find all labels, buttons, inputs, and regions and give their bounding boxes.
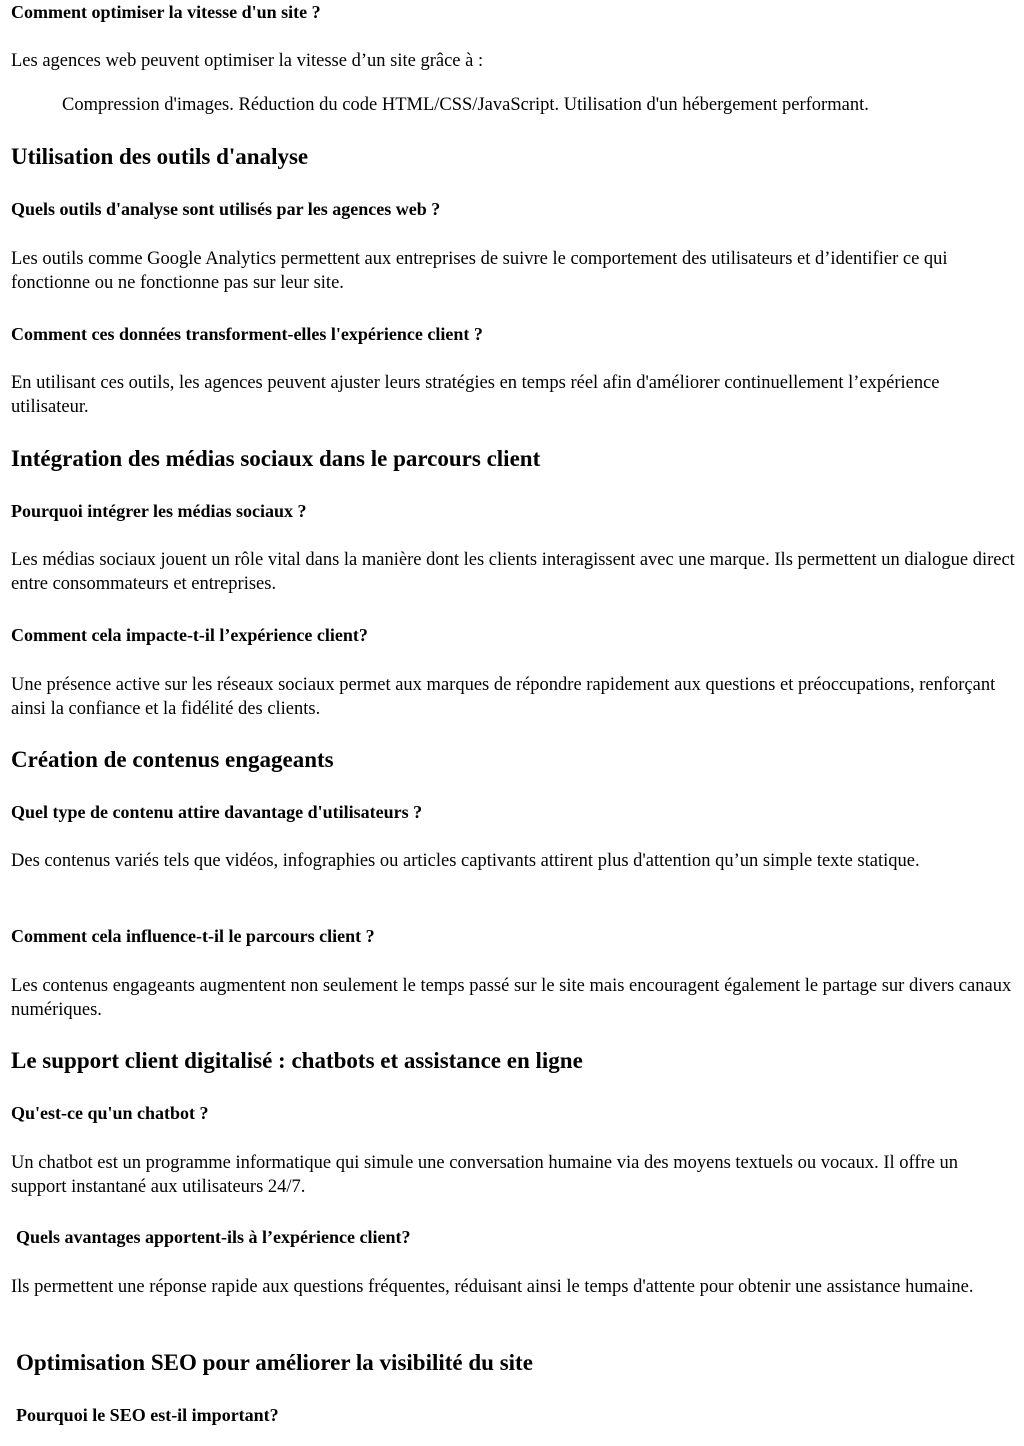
paragraph: Les médias sociaux jouent un rôle vital dans la manière dont les clients interagissent avec une marque. Ils permettent un dialogue direct entre consommateurs et entreprises. <box>11 550 1015 594</box>
section-heading: Création de contenus engageants <box>11 747 334 772</box>
question-heading: Comment optimiser la vitesse d'un site ? <box>11 2 321 22</box>
question-heading: Comment cela impacte-t-il l’expérience client? <box>11 625 368 645</box>
paragraph: Ils permettent une réponse rapide aux questions fréquentes, réduisant ainsi le temps d'attente pour obtenir une assistance humaine. <box>11 1277 974 1297</box>
paragraph: Une présence active sur les réseaux sociaux permet aux marques de répondre rapidement aux questions et préoccupations, renforçant ainsi la confiance et la fidélité des clients. <box>11 675 996 719</box>
question-heading: Comment ces données transforment-elles l'expérience client ? <box>11 324 483 344</box>
section-heading: Optimisation SEO pour améliorer la visibilité du site <box>16 1350 533 1375</box>
question-heading: Quel type de contenu attire davantage d'utilisateurs ? <box>11 802 423 822</box>
question-heading: Qu'est-ce qu'un chatbot ? <box>11 1103 209 1123</box>
section-heading: Le support client digitalisé : chatbots et assistance en ligne <box>11 1048 583 1073</box>
question-heading: Quels outils d'analyse sont utilisés par les agences web ? <box>11 199 441 219</box>
question-heading: Quels avantages apportent-ils à l’expérience client? <box>16 1227 411 1247</box>
list-paragraph: Compression d'images. Réduction du code HTML/CSS/JavaScript. Utilisation d'un hébergement performant. <box>62 95 869 115</box>
paragraph: Les outils comme Google Analytics permettent aux entreprises de suivre le comportement des utilisateurs et d’identifier ce qui fonctionne ou ne fonctionne pas sur leur site. <box>11 249 948 293</box>
section-heading: Utilisation des outils d'analyse <box>11 144 309 169</box>
question-heading: Pourquoi intégrer les médias sociaux ? <box>11 501 307 521</box>
paragraph: Les agences web peuvent optimiser la vitesse d’un site grâce à : <box>11 51 484 71</box>
paragraph: En utilisant ces outils, les agences peuvent ajuster leurs stratégies en temps réel afin d'améliorer continuellement l’expérience utilisateur. <box>11 373 940 417</box>
paragraph: Un chatbot est un programme informatique qui simule une conversation humaine via des moyens textuels ou vocaux. Il offre un support instantané aux utilisateurs 24/7. <box>11 1153 959 1197</box>
question-heading: Pourquoi le SEO est-il important? <box>16 1405 279 1425</box>
paragraph: Les contenus engageants augmentent non seulement le temps passé sur le site mais encouragent également le partage sur divers canaux numériques. <box>11 976 1012 1020</box>
section-heading: Intégration des médias sociaux dans le parcours client <box>11 446 541 471</box>
paragraph: Des contenus variés tels que vidéos, infographies ou articles captivants attirent plus d'attention qu’un simple texte statique. <box>11 851 920 871</box>
question-heading: Comment cela influence-t-il le parcours client ? <box>11 926 375 946</box>
